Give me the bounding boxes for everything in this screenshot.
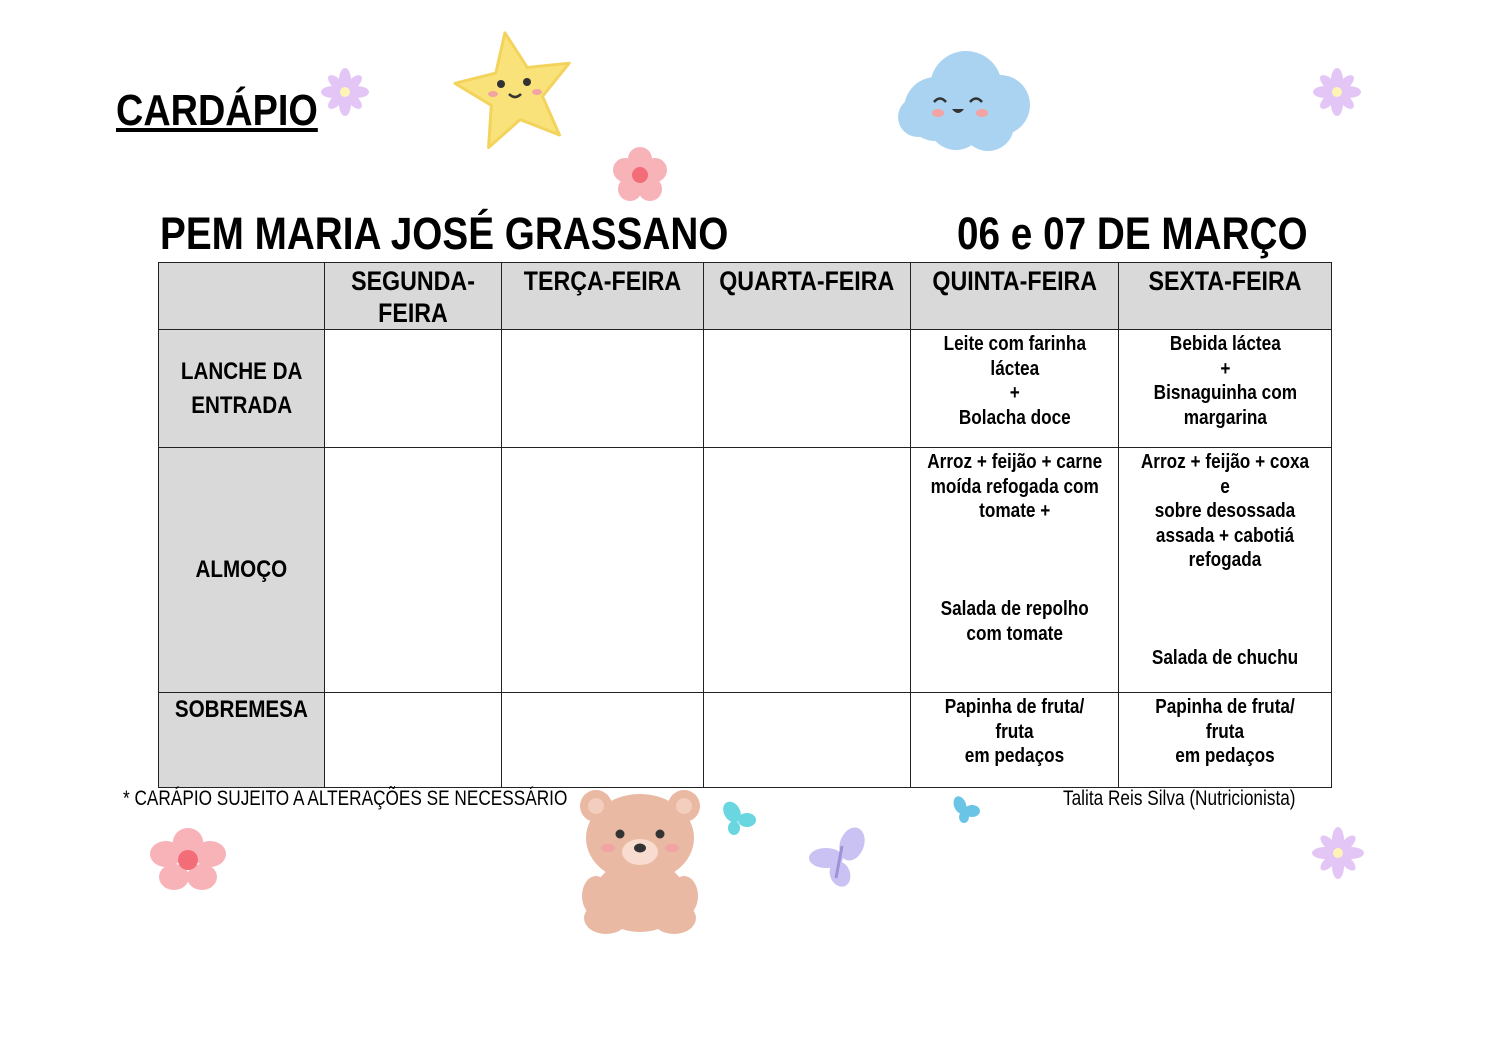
footer-note: * CARÁPIO SUJEITO A ALTERAÇÕES SE NECESSÁRIO [123, 787, 568, 810]
menu-cell [704, 448, 911, 693]
menu-cell [704, 693, 911, 788]
day-header-monday: SEGUNDA- FEIRA [325, 263, 502, 330]
table-row-sobremesa [159, 693, 1332, 788]
school-name: PEM MARIA JOSÉ GRASSANO [160, 208, 729, 259]
menu-cell: Bebida láctea + Bisnaguinha com margarina [1119, 330, 1332, 448]
menu-cell: Papinha de fruta/ fruta em pedaços [1119, 693, 1332, 788]
lilac-flower-icon [320, 67, 370, 117]
menu-cell [325, 330, 502, 448]
menu-cell: Arroz + feijão + coxa e sobre desossada assada + cabotiá refogada Salada de chuchu [1119, 448, 1332, 693]
menu-cell: Leite com farinha láctea + Bolacha doce [911, 330, 1119, 448]
butterfly-icon [720, 800, 760, 840]
day-header-friday: SEXTA-FEIRA [1119, 263, 1332, 330]
menu-cell [704, 330, 911, 448]
lilac-flower-icon [1312, 827, 1364, 879]
menu-cell: Papinha de fruta/ fruta em pedaços [911, 693, 1119, 788]
table-header-row [159, 263, 1332, 330]
date-range: 06 e 07 DE MARÇO [957, 208, 1308, 259]
row-label-lanche: LANCHE DA ENTRADA [159, 330, 325, 448]
table-corner-cell [159, 263, 325, 330]
menu-cell: Arroz + feijão + carne moída refogada com tomate + Salada de repolho com tomate [911, 448, 1119, 693]
footer-author: Talita Reis Silva (Nutricionista) [1063, 787, 1296, 810]
menu-cell [502, 330, 704, 448]
row-label-sobremesa: SOBREMESA [159, 693, 325, 788]
butterfly-icon [950, 795, 984, 825]
butterfly-icon [806, 826, 874, 890]
menu-cell [502, 693, 704, 788]
pink-flower-icon [608, 143, 672, 207]
day-header-tuesday: TERÇA-FEIRA [502, 263, 704, 330]
page-title: CARDÁPIO [116, 86, 318, 135]
menu-cell [325, 693, 502, 788]
cloud-icon [896, 47, 1034, 152]
pink-flower-icon [146, 826, 230, 894]
star-icon [452, 27, 578, 153]
menu-cell [325, 448, 502, 693]
row-label-almoco: ALMOÇO [159, 448, 325, 693]
day-header-wednesday: QUARTA-FEIRA [704, 263, 911, 330]
menu-cell [502, 448, 704, 693]
lilac-flower-icon [1312, 67, 1362, 117]
teddy-bear-icon [574, 786, 710, 934]
day-header-thursday: QUINTA-FEIRA [911, 263, 1119, 330]
table-row-lanche [159, 330, 1332, 448]
menu-table [158, 262, 1332, 788]
table-row-almoco [159, 448, 1332, 693]
